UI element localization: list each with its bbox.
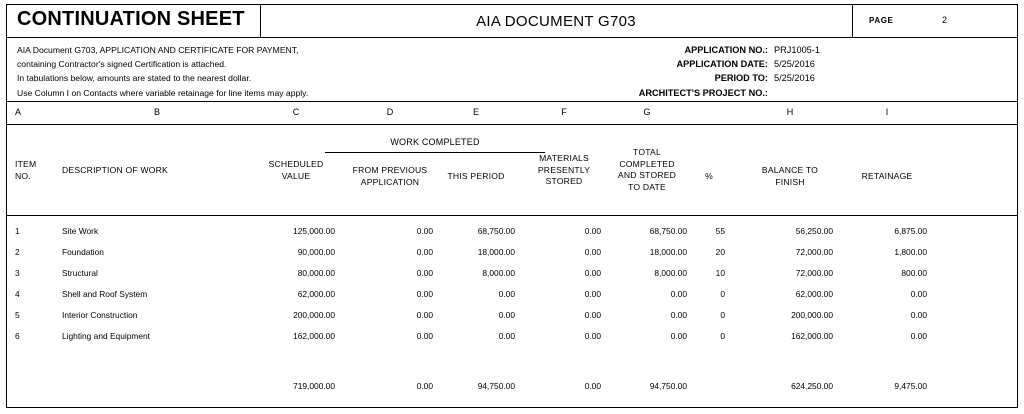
cell-from-previous: 0.00 <box>416 247 433 257</box>
cell-materials: 0.00 <box>584 226 601 236</box>
cell-total-completed: 8,000.00 <box>654 268 687 278</box>
column-heading-row <box>7 125 1017 216</box>
heading-from-previous: FROM PREVIOUS APPLICATION <box>352 165 428 187</box>
heading-balance-to-finish: BALANCE TO FINISH <box>761 165 819 187</box>
cell-from-previous: 0.00 <box>416 289 433 299</box>
cell-item-no: 1 <box>15 226 20 236</box>
cell-scheduled-value: 200,000.00 <box>293 310 335 320</box>
note-line: In tabulations below, amounts are stated to the nearest dollar. <box>17 73 252 84</box>
cell-total-completed: 18,000.00 <box>649 247 687 257</box>
cell-retainage: 800.00 <box>901 268 927 278</box>
table-row <box>7 268 1017 285</box>
cell-from-previous: 0.00 <box>416 226 433 236</box>
application-date-row <box>592 57 972 71</box>
application-no-row <box>592 43 972 57</box>
cell-retainage: 1,800.00 <box>894 247 927 257</box>
note-line: Use Column I on Contacts where variable retainage for line items may apply. <box>17 87 309 98</box>
total-materials: 0.00 <box>584 381 601 391</box>
total-balance: 624,250.00 <box>791 381 833 391</box>
cell-description: Foundation <box>62 247 104 257</box>
cell-this-period: 18,000.00 <box>477 247 515 257</box>
column-letter-e: E <box>472 107 479 117</box>
cell-percent: 0 <box>720 331 725 341</box>
application-date-label: APPLICATION DATE: <box>676 59 768 70</box>
totals-row <box>7 381 1017 398</box>
table-row <box>7 226 1017 243</box>
page-number: 2 <box>942 15 948 25</box>
note-line: AIA Document G703, APPLICATION AND CERTIFICATE FOR PAYMENT, <box>17 45 299 55</box>
cell-scheduled-value: 62,000.00 <box>297 289 335 299</box>
period-to-label: PERIOD TO: <box>714 73 768 84</box>
cell-this-period: 0.00 <box>498 289 515 299</box>
cell-this-period: 0.00 <box>498 310 515 320</box>
table-row <box>7 310 1017 327</box>
cell-balance: 72,000.00 <box>795 268 833 278</box>
heading-total-completed: TOTAL COMPLETED AND STORED TO DATE <box>617 147 677 192</box>
document-title: AIA DOCUMENT G703 <box>476 13 636 30</box>
cell-this-period: 8,000.00 <box>482 268 515 278</box>
application-date-value: 5/25/2016 <box>774 59 815 70</box>
cell-balance: 56,250.00 <box>795 226 833 236</box>
cell-scheduled-value: 80,000.00 <box>297 268 335 278</box>
cell-description: Lighting and Equipment <box>62 331 151 341</box>
cell-from-previous: 0.00 <box>416 331 433 341</box>
cell-description: Interior Construction <box>62 310 138 320</box>
cell-percent: 55 <box>715 226 725 236</box>
table-row <box>7 289 1017 306</box>
cell-materials: 0.00 <box>584 247 601 257</box>
column-letter-row <box>7 102 1017 125</box>
cell-description: Shell and Roof System <box>62 289 148 299</box>
heading-this-period: THIS PERIOD <box>447 171 505 181</box>
heading-item-no: ITEM NO. <box>15 159 37 181</box>
application-info <box>592 43 972 100</box>
period-to-value: 5/25/2016 <box>774 73 815 84</box>
cell-item-no: 5 <box>15 310 20 320</box>
cell-balance: 72,000.00 <box>795 247 833 257</box>
cell-balance: 162,000.00 <box>791 331 833 341</box>
heading-retainage: RETAINAGE <box>861 171 913 181</box>
column-letter-a: A <box>15 107 22 117</box>
cell-scheduled-value: 90,000.00 <box>297 247 335 257</box>
cell-from-previous: 0.00 <box>416 268 433 278</box>
cell-materials: 0.00 <box>584 289 601 299</box>
cell-total-completed: 0.00 <box>670 289 687 299</box>
info-band <box>7 38 1017 102</box>
total-this-period: 94,750.00 <box>477 381 515 391</box>
cell-materials: 0.00 <box>584 310 601 320</box>
cell-retainage: 6,875.00 <box>894 226 927 236</box>
cell-description: Structural <box>62 268 98 278</box>
table-row <box>7 247 1017 264</box>
line-items-table <box>7 216 1017 410</box>
architect-project-no-row <box>592 86 972 100</box>
column-letter-c: C <box>292 107 300 117</box>
page-label: PAGE <box>869 16 894 25</box>
sheet-header <box>7 5 1017 38</box>
cell-retainage: 0.00 <box>910 289 927 299</box>
cell-item-no: 6 <box>15 331 20 341</box>
cell-percent: 0 <box>720 310 725 320</box>
header-divider-right <box>852 5 853 37</box>
heading-scheduled-value: SCHEDULED VALUE <box>268 159 324 181</box>
total-from-previous: 0.00 <box>416 381 433 391</box>
cell-item-no: 4 <box>15 289 20 299</box>
work-completed-rule <box>325 152 545 153</box>
cell-percent: 20 <box>715 247 725 257</box>
total-total-completed: 94,750.00 <box>649 381 687 391</box>
cell-total-completed: 0.00 <box>670 310 687 320</box>
application-no-label: APPLICATION NO.: <box>684 45 768 55</box>
column-letter-b: B <box>153 107 160 117</box>
cell-balance: 62,000.00 <box>795 289 833 299</box>
cell-this-period: 68,750.00 <box>477 226 515 236</box>
cell-retainage: 0.00 <box>910 310 927 320</box>
continuation-sheet <box>6 4 1018 408</box>
cell-this-period: 0.00 <box>498 331 515 341</box>
total-retainage: 9,475.00 <box>894 381 927 391</box>
column-letter-h: H <box>786 107 794 117</box>
cell-materials: 0.00 <box>584 268 601 278</box>
application-no-value: PRJ1005-1 <box>774 45 820 55</box>
architect-project-no-label: ARCHITECT'S PROJECT NO.: <box>638 87 768 98</box>
cell-scheduled-value: 162,000.00 <box>293 331 335 341</box>
sheet-notes <box>17 43 308 100</box>
cell-item-no: 2 <box>15 247 20 257</box>
heading-description: DESCRIPTION OF WORK <box>62 165 168 175</box>
page-title: CONTINUATION SHEET <box>17 8 245 30</box>
table-row <box>7 331 1017 348</box>
cell-retainage: 0.00 <box>910 331 927 341</box>
work-completed-group-label: WORK COMPLETED <box>390 137 480 147</box>
note-line: containing Contractor's signed Certification is attached. <box>17 59 227 70</box>
column-letter-i: I <box>885 107 889 117</box>
cell-balance: 200,000.00 <box>791 310 833 320</box>
cell-total-completed: 0.00 <box>670 331 687 341</box>
heading-materials-stored: MATERIALS PRESENTLY STORED <box>537 153 591 186</box>
column-letter-f: F <box>561 107 567 117</box>
cell-percent: 10 <box>715 268 725 278</box>
period-to-row <box>592 71 972 85</box>
cell-materials: 0.00 <box>584 331 601 341</box>
cell-scheduled-value: 125,000.00 <box>293 226 335 236</box>
column-letter-d: D <box>386 107 394 117</box>
total-scheduled-value: 719,000.00 <box>293 381 335 391</box>
cell-item-no: 3 <box>15 268 20 278</box>
cell-total-completed: 68,750.00 <box>649 226 687 236</box>
cell-from-previous: 0.00 <box>416 310 433 320</box>
heading-percent: % <box>705 171 713 181</box>
cell-description: Site Work <box>62 226 99 236</box>
cell-percent: 0 <box>720 289 725 299</box>
column-letter-g: G <box>643 107 651 117</box>
